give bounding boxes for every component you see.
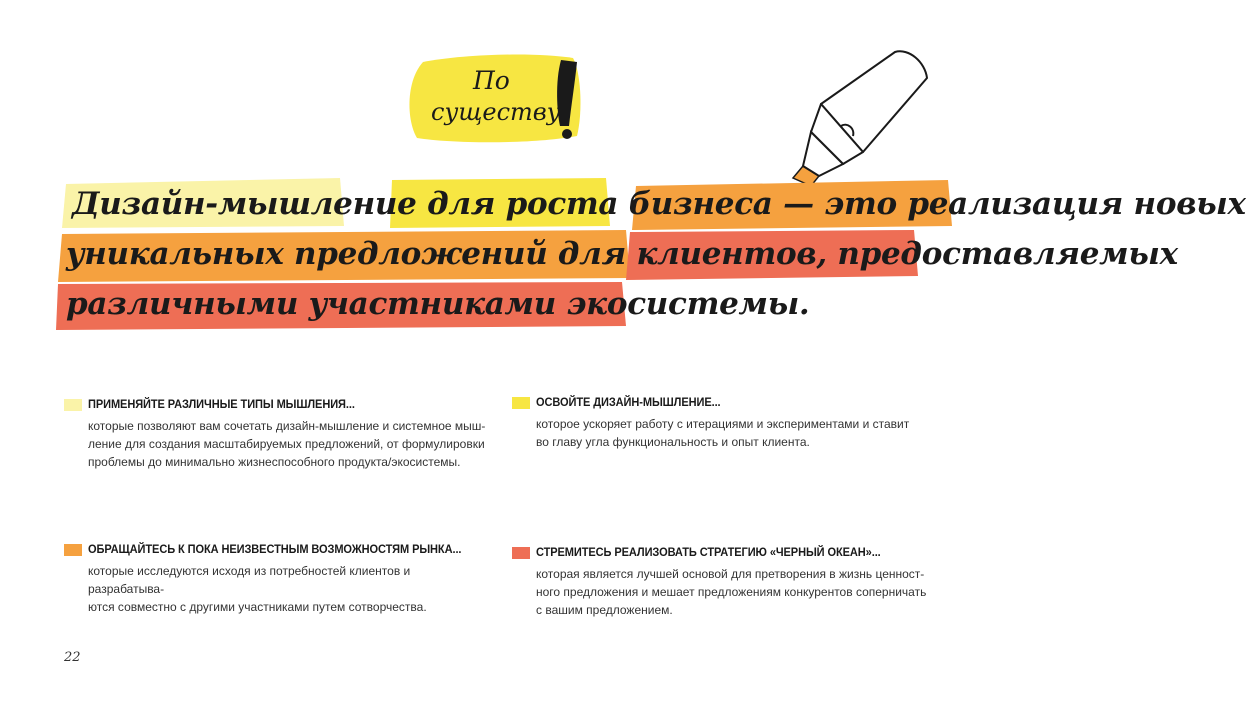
bullet-body — [536, 415, 936, 451]
bullet-marker — [64, 544, 82, 556]
bullet-marker — [512, 397, 530, 409]
headline-phrase-provided: предоставляемых — [826, 236, 1178, 272]
bullet-line: ются совместно с другими участниками путем сотворчества. — [88, 600, 427, 614]
headline-phrase-design-thinking: Дизайн-мышление — [72, 186, 417, 222]
bullet-body — [88, 417, 488, 471]
bullet-heading: ОБРАЩАЙТЕСЬ К ПОКА НЕИЗВЕСТНЫМ ВОЗМОЖНОСТЯМ РЫНКА... — [88, 542, 462, 556]
bullet-line: которые позволяют вам сочетать дизайн-мышление и системное мыш- — [88, 419, 486, 433]
bullet-line: которая является лучшей основой для претворения в жизнь ценност- — [536, 567, 925, 581]
headline-phrase-for: для — [416, 186, 506, 222]
badge-line2: существу — [431, 98, 561, 126]
bullet-line: которые исследуются исходя из потребностей клиентов и разрабатыва- — [88, 564, 411, 596]
headline-phrase-unique-offers: уникальных предложений для клиентов, — [66, 236, 827, 272]
bullet-line: которое ускоряет работу с итерациями и экспериментами и ставит — [536, 417, 910, 431]
badge-line1: По — [473, 66, 510, 95]
headline-line1 — [72, 186, 1246, 222]
bullet-heading: СТРЕМИТЕСЬ РЕАЛИЗОВАТЬ СТРАТЕГИЮ «ЧЕРНЫЙ ОКЕАН»... — [536, 545, 881, 559]
headline-phrase-growth: роста бизнеса — [505, 186, 773, 222]
bullet-heading: ПРИМЕНЯЙТЕ РАЗЛИЧНЫЕ ТИПЫ МЫШЛЕНИЯ... — [88, 397, 355, 411]
bullet-body — [536, 565, 936, 619]
bullet-line: проблемы до минимально жизнеспособного продукта/экосистемы. — [88, 455, 461, 469]
bullet-body — [88, 562, 488, 616]
headline-phrase-realization: — это реализация новых — [772, 186, 1246, 222]
headline-phrase-ecosystem: различными участниками экосистемы. — [66, 286, 810, 322]
bullet-marker — [64, 399, 82, 411]
page-number: 22 — [64, 650, 81, 665]
bullet-line: во главу угла функциональность и опыт клиента. — [536, 435, 810, 449]
bullet-line: ного предложения и мешает предложениям конкурентов соперничать — [536, 585, 927, 599]
bullet-line: ление для создания масштабируемых предложений, от формулировки — [88, 437, 485, 451]
headline-line3 — [66, 286, 809, 322]
headline-line2 — [66, 236, 1178, 272]
bullet-marker — [512, 547, 530, 559]
bullet-line: с вашим предложением. — [536, 603, 673, 617]
bullet-heading: ОСВОЙТЕ ДИЗАЙН-МЫШЛЕНИЕ... — [536, 395, 721, 409]
